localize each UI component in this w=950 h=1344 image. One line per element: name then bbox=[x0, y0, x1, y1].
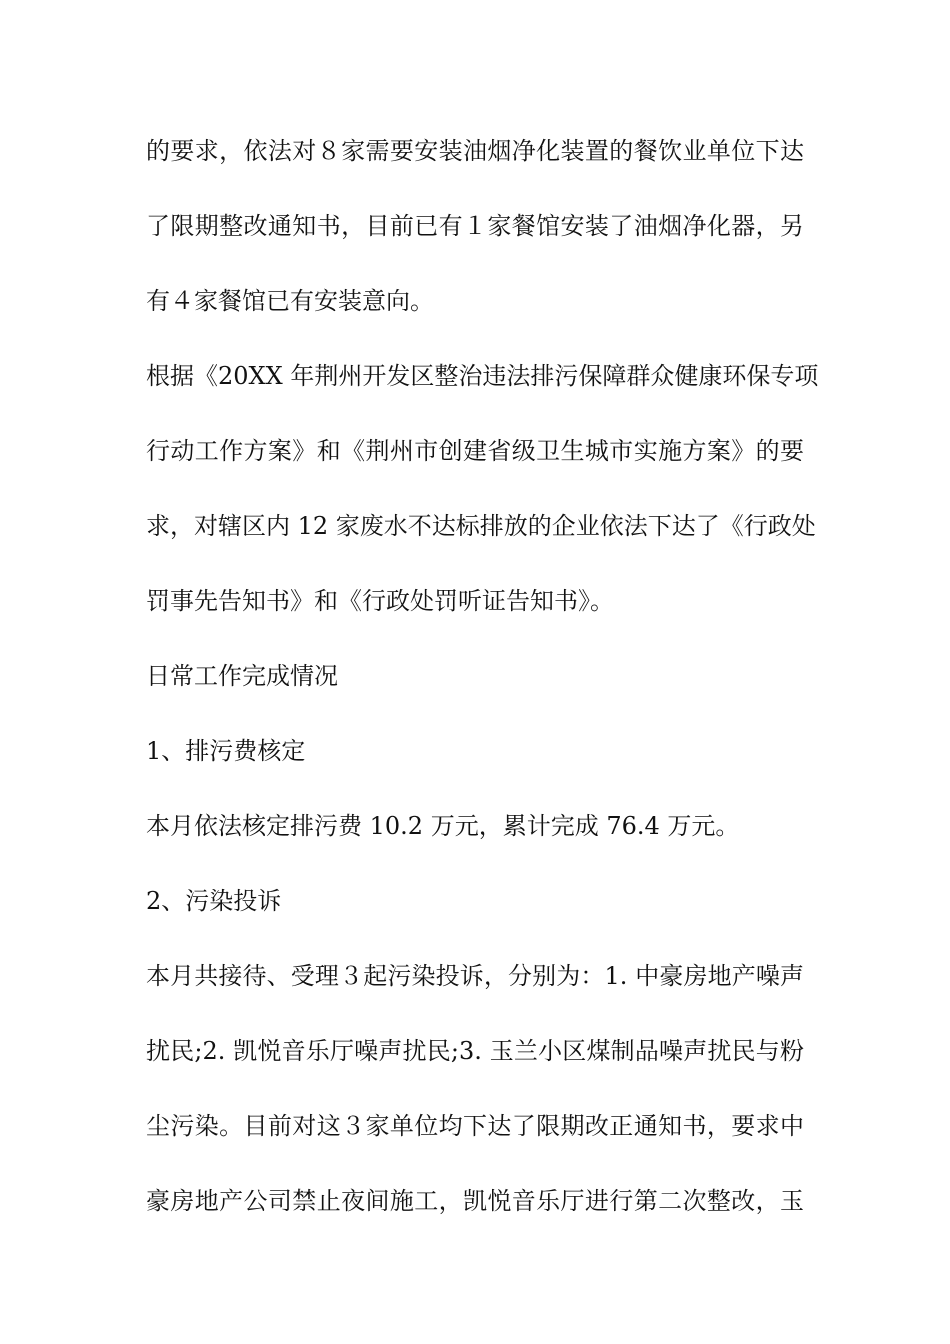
body-text-line: 求，对辖区内 12 家废水不达标排放的企业依法下达了《行政处 bbox=[146, 512, 816, 540]
body-text-line: 行动工作方案》和《荆州市创建省级卫生城市实施方案》的要 bbox=[146, 437, 804, 465]
body-text-line: 本月共接待、受理３起污染投诉，分别为：1. 中豪房地产噪声 bbox=[146, 962, 804, 990]
body-text-line: 的要求，依法对８家需要安装油烟净化装置的餐饮业单位下达 bbox=[146, 137, 804, 165]
body-text-line: 根据《20XX 年荆州开发区整治违法排污保障群众健康环保专项 bbox=[146, 362, 819, 390]
body-text-line: 有４家餐馆已有安装意向。 bbox=[146, 287, 434, 315]
body-text-line: 了限期整改通知书，目前已有１家餐馆安装了油烟净化器，另 bbox=[146, 212, 804, 240]
body-text-line: 扰民;2. 凯悦音乐厅噪声扰民;3. 玉兰小区煤制品噪声扰民与粉 bbox=[146, 1037, 804, 1065]
body-text-line: 豪房地产公司禁止夜间施工，凯悦音乐厅进行第二次整改，玉 bbox=[146, 1187, 804, 1215]
subsection-heading: 2、污染投诉 bbox=[146, 887, 282, 915]
body-text-line: 本月依法核定排污费 10.2 万元，累计完成 76.4 万元。 bbox=[146, 812, 740, 840]
subsection-heading: 1、排污费核定 bbox=[146, 737, 306, 765]
section-heading: 日常工作完成情况 bbox=[146, 662, 338, 690]
body-text-line: 尘污染。目前对这３家单位均下达了限期改正通知书，要求中 bbox=[146, 1112, 804, 1140]
body-text-line: 罚事先告知书》和《行政处罚听证告知书》。 bbox=[146, 587, 614, 615]
